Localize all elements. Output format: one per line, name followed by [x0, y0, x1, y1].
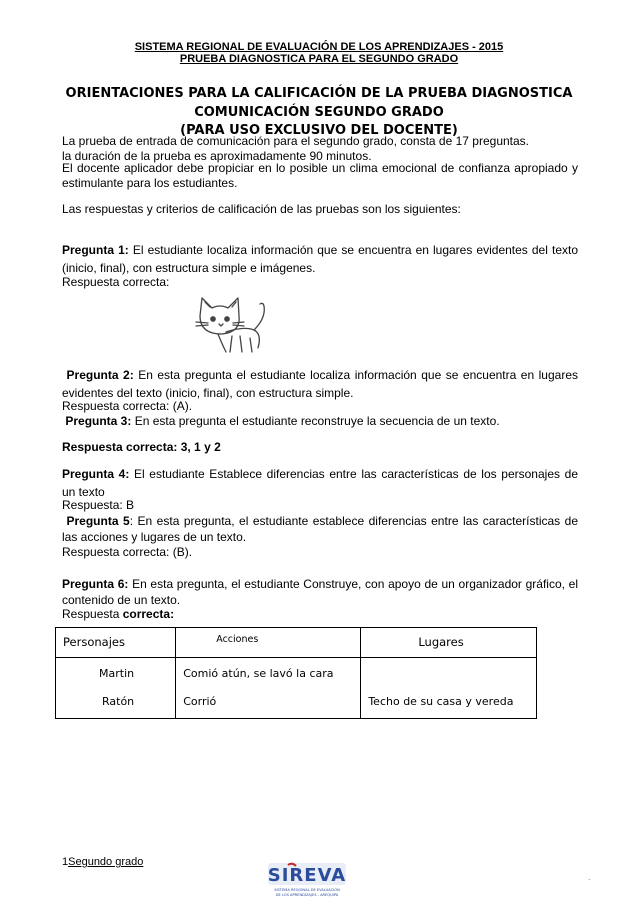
table-header-cell: [56, 628, 176, 658]
answer-table: [55, 627, 537, 719]
intro-line-2: la duración de la prueba es aproximadamente 90 minutos.: [62, 149, 372, 163]
table-cell-acciones: [176, 658, 361, 719]
table-cell-personajes: [56, 658, 176, 719]
intro-line-1: La prueba de entrada de comunicación para el segundo grado, consta de 17 preguntas.: [62, 134, 530, 148]
question-5-label: Pregunta 5: [66, 514, 130, 528]
question-1: [62, 241, 578, 277]
question-1-label: Pregunta 1:: [62, 243, 129, 257]
cell-lugar-1: [361, 658, 536, 680]
question-2-text: En esta pregunta el estudiante localiza información que se encuentra en lugares evidentes del texto (inicio, final), con estructura simple.: [62, 368, 579, 400]
table-cell-lugares: [361, 658, 537, 719]
header-line-1: SISTEMA REGIONAL DE EVALUACIÓN DE LOS APRENDIZAJES - 2015: [134, 41, 504, 53]
question-6: [62, 576, 578, 608]
header-personajes: Personajes: [63, 635, 125, 649]
question-3-label: Pregunta 3:: [65, 414, 132, 428]
table-row: [56, 658, 537, 719]
cell-accion-1: Comió atún, se lavó la cara: [183, 667, 334, 680]
cell-personaje-2: Ratón: [102, 695, 135, 708]
header-line-2: PRUEBA DIAGNOSTICA PARA EL SEGUNDO GRADO: [179, 53, 459, 65]
title-line-1: ORIENTACIONES PARA LA CALIFICACIÓN DE LA PRUEBA DIAGNOSTICA: [65, 86, 573, 101]
question-1-answer: Respuesta correcta:: [62, 275, 170, 289]
question-4: [62, 465, 578, 501]
cat-illustration-icon: [192, 292, 272, 354]
question-6-text: En esta pregunta, el estudiante Construye, con apoyo de un organizador gráfico, el contenido de un texto.: [62, 577, 578, 607]
intro-criteria: Las respuestas y criterios de calificación de las pruebas son los siguientes:: [62, 202, 461, 216]
page-footer: [62, 856, 143, 868]
title-line-3: (PARA USO EXCLUSIVO DEL DOCENTE): [180, 123, 458, 138]
footer-dot: .: [588, 872, 591, 882]
question-3-text: En esta pregunta el estudiante reconstruye la secuencia de un texto.: [131, 414, 500, 428]
question-1-text: El estudiante localiza información que se encuentra en lugares evidentes del texto (inicio, final), con estructura simple e imágenes.: [62, 243, 578, 275]
title-line-2: COMUNICACIÓN SEGUNDO GRADO: [194, 105, 444, 120]
question-6-answer: [62, 607, 578, 622]
question-6-answer-prefix: Respuesta: [62, 607, 123, 621]
header-acciones: Acciones: [216, 634, 259, 645]
footer-text: Segundo grado: [68, 856, 144, 868]
table-header-cell: [176, 628, 361, 658]
sireva-logo-icon: [266, 862, 348, 900]
question-6-label: Pregunta 6:: [62, 577, 129, 591]
question-5-answer: Respuesta correcta: (B).: [62, 545, 193, 559]
header-lugares: Lugares: [418, 635, 464, 649]
cell-lugar-2: Techo de su casa y vereda: [368, 695, 514, 708]
logo-subtitle-2: DE LOS APRENDIZAJES - AREQUIPA: [275, 893, 339, 897]
question-4-label: Pregunta 4:: [62, 467, 130, 481]
question-5: [62, 513, 578, 545]
question-3-answer: Respuesta correcta: 3, 1 y 2: [62, 440, 221, 454]
question-4-answer: Respuesta: B: [62, 498, 135, 512]
table-header-row: [56, 628, 537, 658]
question-2: [62, 366, 578, 402]
question-2-label: Pregunta 2:: [66, 368, 134, 382]
cell-personaje-1: Martin: [99, 667, 135, 680]
cell-accion-2: Corrió: [183, 695, 217, 708]
table-header-cell: [361, 628, 537, 658]
question-4-text: El estudiante Establece diferencias entre las características de los personajes de un texto: [62, 467, 578, 499]
page-number: 1: [62, 856, 69, 868]
logo-wordmark: SIREVA: [267, 865, 347, 886]
question-2-answer: Respuesta correcta: (A).: [62, 399, 193, 413]
sireva-logo: [266, 862, 348, 900]
question-3: [62, 414, 578, 429]
question-5-text: : En esta pregunta, el estudiante establece diferencias entre las características de las acciones y lugares de un texto.: [62, 514, 579, 544]
logo-subtitle-1: SISTEMA REGIONAL DE EVALUACIÓN: [274, 888, 340, 892]
intro-paragraph: El docente aplicador debe propiciar en lo posible un clima emocional de confianza apropiado y estimulante para los estudiantes.: [62, 161, 578, 190]
question-6-answer-bold: correcta:: [122, 607, 175, 621]
